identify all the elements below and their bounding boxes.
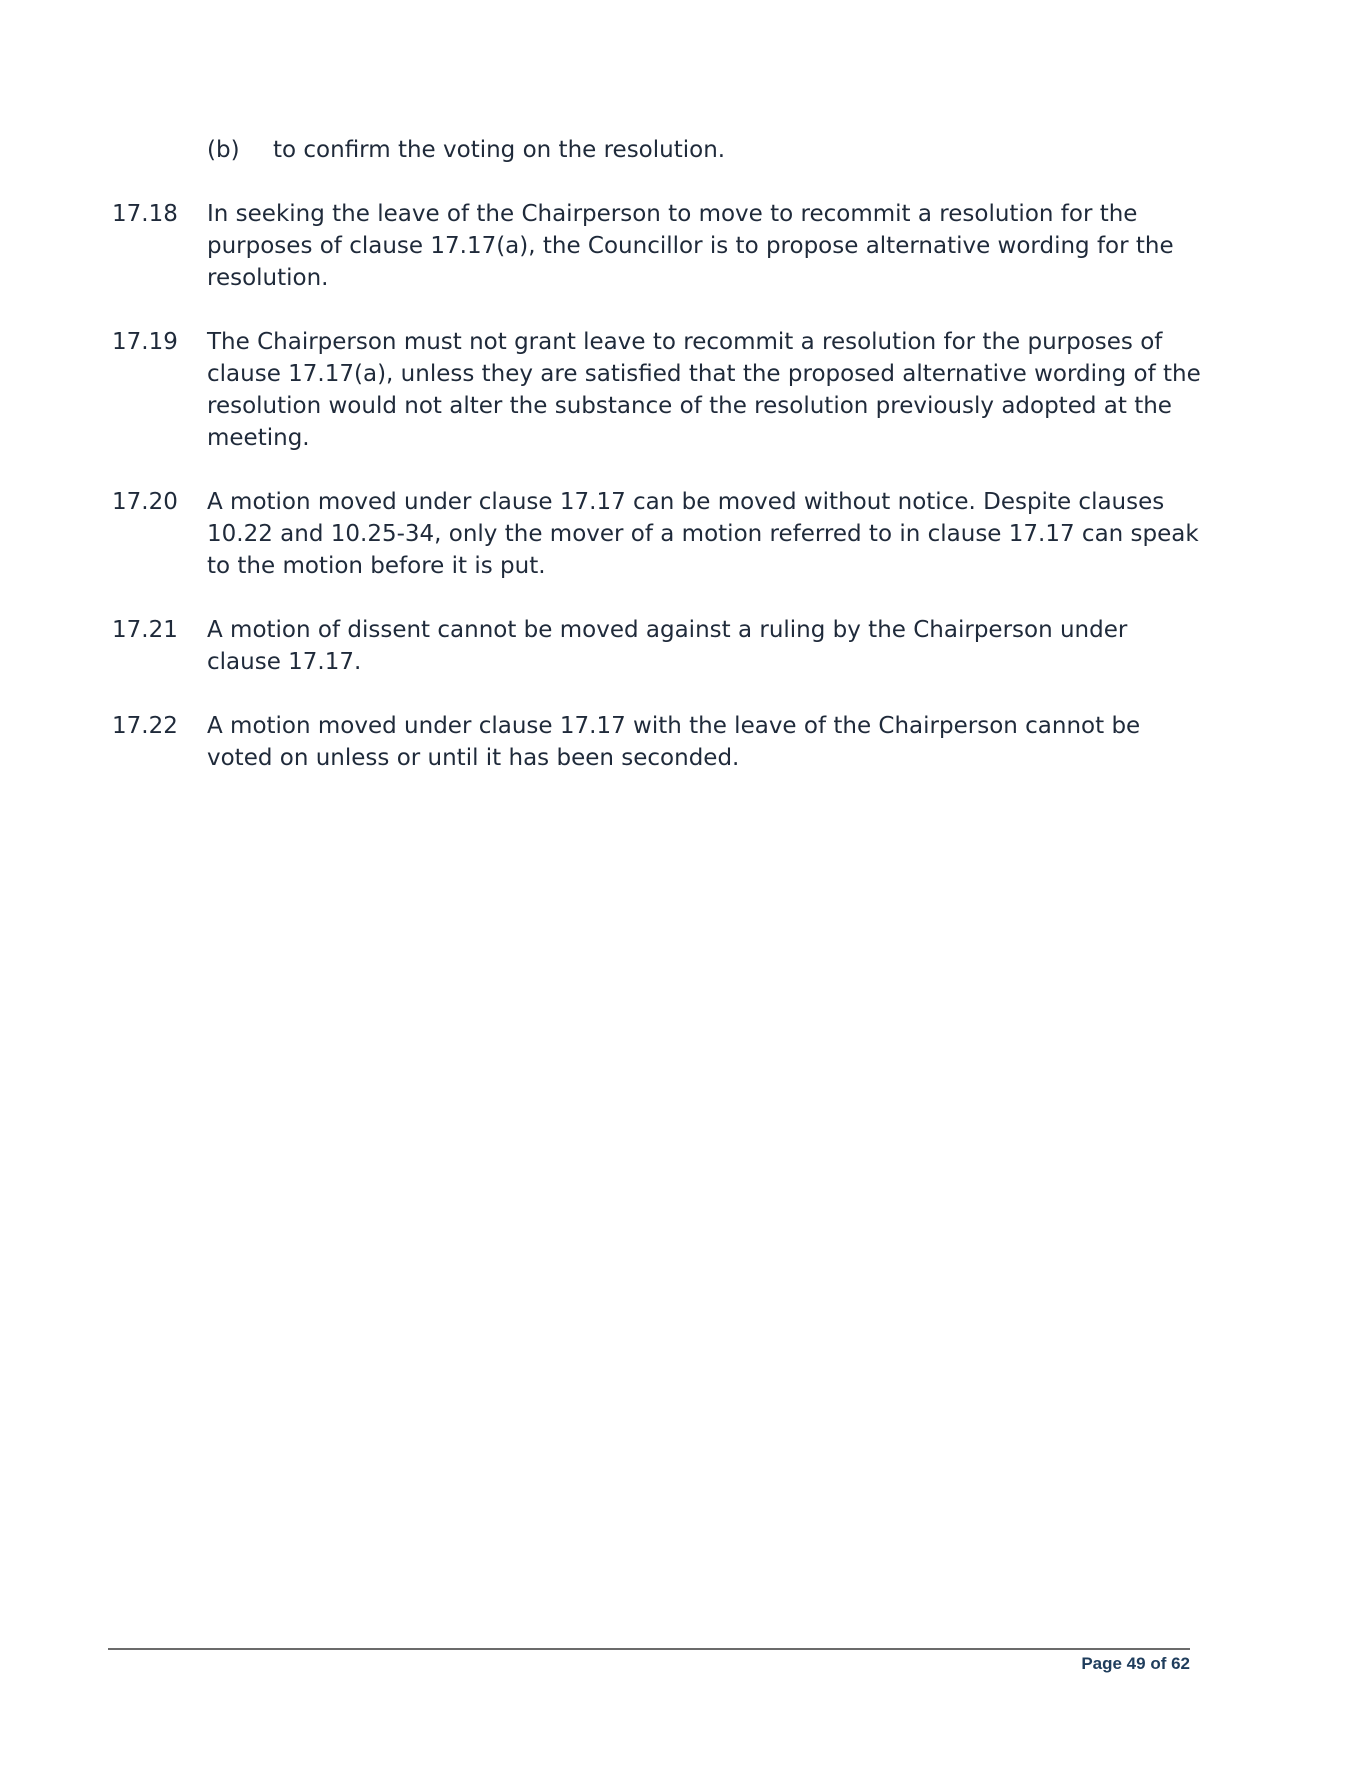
clause-text: A motion of dissent cannot be moved against a ruling by the Chairperson under clause 17.17.: [207, 617, 1128, 675]
clause-number: 17.19: [112, 329, 178, 355]
clause-list: [112, 198, 1222, 806]
clause-text: A motion moved under clause 17.17 can be moved without notice. Despite clauses 10.22 and 10.25-34, only the mover of a motion referred to in clause 17.17 can speak to the motion before it is put.: [207, 489, 1199, 579]
subclause-text: to confirm the voting on the resolution.: [273, 137, 726, 163]
clause-number: 17.20: [112, 489, 178, 515]
clause-number: 17.18: [112, 201, 178, 227]
page-number: Page 49 of 62: [1081, 1654, 1190, 1673]
clause-number: 17.21: [112, 617, 178, 643]
footer-divider: [108, 1648, 1190, 1650]
clause-17-18: [112, 198, 1222, 294]
clause-text: A motion moved under clause 17.17 with the leave of the Chairperson cannot be voted on unless or until it has been seconded.: [207, 713, 1141, 771]
clause-17-21: [112, 614, 1222, 678]
subclause-b: [207, 134, 725, 166]
subclause-label: (b): [207, 137, 240, 163]
clause-17-20: [112, 486, 1222, 582]
clause-text: In seeking the leave of the Chairperson to move to recommit a resolution for the purposes of clause 17.17(a), the Councillor is to propose alternative wording for the resolution.: [207, 201, 1174, 291]
clause-number: 17.22: [112, 713, 178, 739]
clause-17-22: [112, 710, 1222, 774]
clause-17-19: [112, 326, 1222, 454]
clause-text: The Chairperson must not grant leave to recommit a resolution for the purposes of clause 17.17(a), unless they are satisfied that the proposed alternative wording of the resolution would not alter the substance of the resolution previously adopted at the meeting.: [207, 329, 1201, 451]
